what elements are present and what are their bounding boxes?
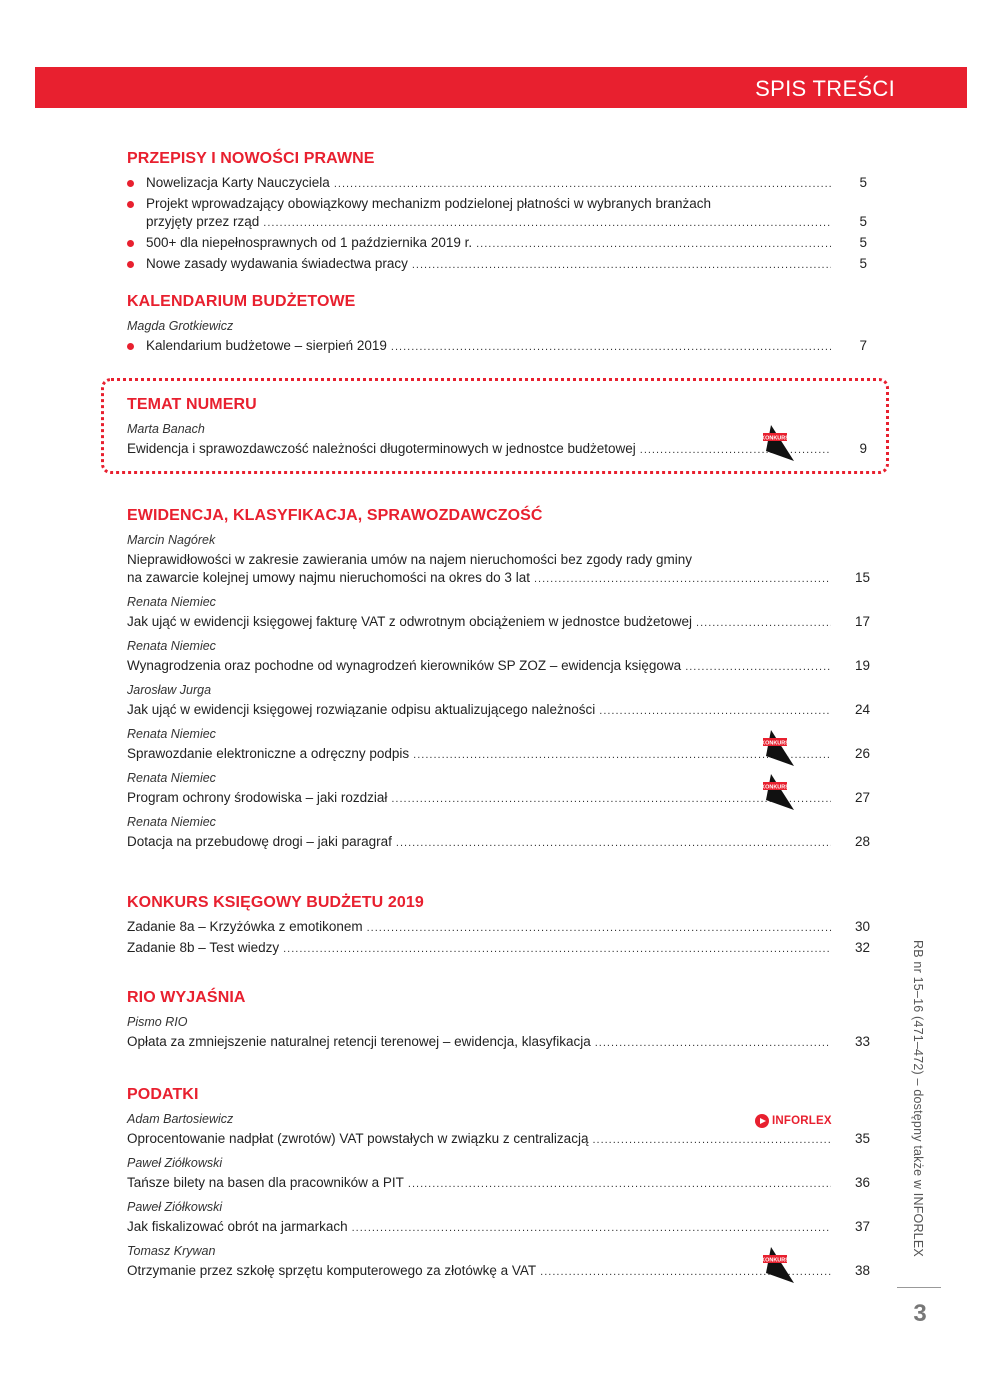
inforlex-label: INFORLEX (772, 1115, 832, 1127)
entry-page-number: 24 (855, 702, 871, 717)
entry-title: Zadanie 8b – Test wiedzy (127, 940, 280, 955)
article-author: Adam Bartosiewicz (127, 1112, 234, 1126)
konkurs-badge-label: KONKURS (761, 784, 789, 791)
section-title: PODATKI (127, 1086, 199, 1103)
toc-entry[interactable] (127, 833, 871, 851)
entry-title-row (127, 789, 871, 807)
toc-section (127, 892, 871, 955)
toc-entry[interactable] (127, 234, 867, 252)
article-author: Renata Niemiec (127, 727, 216, 741)
inforlex-badge (755, 1112, 832, 1130)
toc-section (127, 394, 867, 456)
toc-entry[interactable] (127, 255, 867, 273)
dot-leader (391, 338, 831, 356)
header-banner (35, 67, 967, 108)
dot-leader (640, 441, 831, 459)
dot-leader (685, 658, 831, 676)
toc-entry[interactable] (127, 1218, 871, 1236)
entry-title: Otrzymanie przez szkołę sprzętu komputerowego za złotówkę a VAT (127, 1263, 537, 1278)
konkurs-badge-label: KONKURS (761, 740, 789, 747)
toc-entry[interactable] (127, 195, 867, 231)
entry-page-number: 17 (855, 614, 871, 629)
article-author: Pismo RIO (127, 1015, 188, 1029)
dot-leader (352, 1219, 831, 1237)
entry-title: Sprawozdanie elektroniczne a odręczny podpis (127, 746, 410, 761)
entry-title: przyjęty przez rząd (146, 214, 260, 229)
entry-title-row (127, 701, 871, 719)
konkurs-badge-icon (760, 425, 794, 445)
entry-title: Ewidencja i sprawozdawczość należności długoterminowych w jednostce budżetowej (127, 441, 636, 456)
toc-section (127, 505, 871, 849)
entry-title-row (127, 1033, 871, 1051)
entry-page-number: 5 (859, 214, 867, 229)
entry-title: na zawarcie kolejnej umowy najmu nieruchomości na okres do 3 lat (127, 570, 530, 585)
entry-title-row (127, 613, 871, 631)
article-author: Renata Niemiec (127, 815, 216, 829)
entry-title-row (127, 918, 871, 936)
entry-title: Jak ująć w ewidencji księgowej fakturę VAT z odwrotnym obciążeniem w jednostce budżetowej (127, 614, 693, 629)
entry-title-line: Projekt wprowadzający obowiązkowy mechanizm podzielonej płatności w wybranych branżach (146, 196, 712, 211)
dot-leader (396, 834, 831, 852)
entry-title-row (146, 255, 867, 273)
article-author: Marcin Nagórek (127, 533, 216, 547)
dot-leader (408, 1175, 831, 1193)
entry-page-number: 36 (855, 1175, 871, 1190)
entry-page-number: 7 (859, 338, 867, 353)
entry-title-row (127, 1218, 871, 1236)
entry-page-number: 30 (855, 919, 871, 934)
section-title: KONKURS KSIĘGOWY BUDŻETU 2019 (127, 894, 424, 911)
entry-title-line: Nieprawidłowości w zakresie zawierania umów na najem nieruchomości bez zgody rady gminy (127, 552, 692, 567)
entry-title-row (127, 1262, 871, 1280)
toc-entry[interactable] (127, 784, 871, 807)
toc-section (127, 1084, 871, 1278)
toc-entry[interactable] (127, 337, 867, 355)
konkurs-badge-label: KONKURS (761, 1257, 789, 1264)
dot-leader (592, 1131, 831, 1149)
entry-title: 500+ dla niepełnosprawnych od 1 października 2019 r. (146, 235, 473, 250)
dot-leader (412, 256, 831, 274)
entry-title: Nowelizacja Karty Nauczyciela (146, 175, 330, 190)
toc-section (127, 987, 871, 1049)
toc-entry[interactable] (127, 551, 871, 587)
entry-page-number: 33 (855, 1034, 871, 1049)
entry-title: Opłata za zmniejszenie naturalnej retencji terenowej – ewidencja, klasyfikacja (127, 1034, 591, 1049)
entry-title: Nowe zasady wydawania świadectwa pracy (146, 256, 408, 271)
dot-leader (595, 1034, 831, 1052)
entry-title-row (127, 1174, 871, 1192)
dot-leader (334, 175, 831, 193)
entry-title: Kalendarium budżetowe – sierpień 2019 (146, 338, 387, 353)
entry-title: Jak fiskalizować obrót na jarmarkach (127, 1219, 348, 1234)
konkurs-badge-icon (760, 730, 794, 750)
konkurs-badge-label: KONKURS (761, 435, 789, 442)
entry-title-row (146, 213, 867, 231)
toc-entry[interactable] (127, 1033, 871, 1051)
dot-leader (476, 235, 831, 253)
article-author: Tomasz Krywan (127, 1244, 216, 1258)
section-title: TEMAT NUMERU (127, 396, 257, 413)
issue-sidebar-text: RB nr 15–16 (471–472) – dostępny także w INFORLEX (911, 940, 925, 1257)
entry-title: Wynagrodzenia oraz pochodne od wynagrodzeń kierowników SP ZOZ – ewidencja księgowa (127, 658, 682, 673)
article-author: Renata Niemiec (127, 771, 216, 785)
section-title: PRZEPISY I NOWOŚCI PRAWNE (127, 150, 375, 167)
dot-leader (263, 214, 831, 232)
entry-title-row (146, 337, 867, 355)
page-title: SPIS TREŚCI (755, 76, 895, 101)
entry-page-number: 37 (855, 1219, 871, 1234)
toc-section (127, 148, 867, 271)
entry-page-number: 19 (855, 658, 871, 673)
dot-leader (283, 940, 831, 958)
article-author: Renata Niemiec (127, 595, 216, 609)
play-icon (755, 1114, 769, 1128)
dot-leader (534, 570, 831, 588)
entry-page-number: 5 (859, 256, 867, 271)
section-title: EWIDENCJA, KLASYFIKACJA, SPRAWOZDAWCZOŚĆ (127, 507, 543, 524)
article-author: Magda Grotkiewicz (127, 319, 234, 333)
entry-page-number: 28 (855, 834, 871, 849)
article-author: Paweł Ziółkowski (127, 1200, 223, 1214)
entry-title-row (127, 1130, 871, 1148)
section-title: RIO WYJAŚNIA (127, 989, 246, 1006)
entry-title: Dotacja na przebudowę drogi – jaki paragraf (127, 834, 392, 849)
entry-title-row (127, 745, 871, 763)
toc-entry[interactable] (127, 174, 867, 192)
entry-page-number: 5 (859, 175, 867, 190)
toc-entry[interactable] (127, 701, 871, 719)
entry-title-row (127, 440, 867, 458)
toc-entry[interactable] (127, 918, 871, 936)
toc-section (127, 291, 867, 353)
entry-title: Tańsze bilety na basen dla pracowników a PIT (127, 1175, 404, 1190)
toc-entry[interactable] (127, 1257, 871, 1280)
entry-title: Zadanie 8a – Krzyżówka z emotikonem (127, 919, 363, 934)
entry-title-row (127, 833, 871, 851)
article-author: Marta Banach (127, 422, 205, 436)
dot-leader (599, 702, 831, 720)
konkurs-badge-icon (760, 1247, 794, 1267)
dot-leader (367, 919, 831, 937)
entry-page-number: 5 (859, 235, 867, 250)
article-author: Renata Niemiec (127, 639, 216, 653)
entry-title: Oprocentowanie nadpłat (zwrotów) VAT powstałych w związku z centralizacją (127, 1131, 589, 1146)
dot-leader (696, 614, 831, 632)
entry-title-row (127, 657, 871, 675)
entry-title-row (146, 234, 867, 252)
toc-entry[interactable] (127, 740, 871, 763)
entry-page-number: 26 (855, 746, 871, 761)
section-title: KALENDARIUM BUDŻETOWE (127, 293, 356, 310)
entry-page-number: 32 (855, 940, 871, 955)
toc-entry[interactable] (127, 939, 871, 957)
konkurs-badge-icon (760, 774, 794, 794)
entry-page-number: 38 (855, 1263, 871, 1278)
entry-title: Program ochrony środowiska – jaki rozdział (127, 790, 388, 805)
toc-entry[interactable] (127, 435, 867, 458)
article-author: Paweł Ziółkowski (127, 1156, 223, 1170)
entry-title: Jak ująć w ewidencji księgowej rozwiązanie odpisu aktualizującego należności (127, 702, 596, 717)
entry-title-row (146, 174, 867, 192)
entry-title-row (127, 939, 871, 957)
page-number: 3 (913, 1300, 927, 1327)
entry-page-number: 9 (859, 441, 867, 456)
page-number-rule (897, 1287, 941, 1288)
entry-page-number: 27 (855, 790, 871, 805)
toc-entry[interactable] (127, 613, 871, 631)
toc-entry[interactable] (127, 1174, 871, 1192)
entry-page-number: 35 (855, 1131, 871, 1146)
article-author: Jarosław Jurga (127, 683, 212, 697)
entry-title-row (127, 569, 871, 587)
toc-entry[interactable] (127, 657, 871, 675)
entry-page-number: 15 (855, 570, 871, 585)
